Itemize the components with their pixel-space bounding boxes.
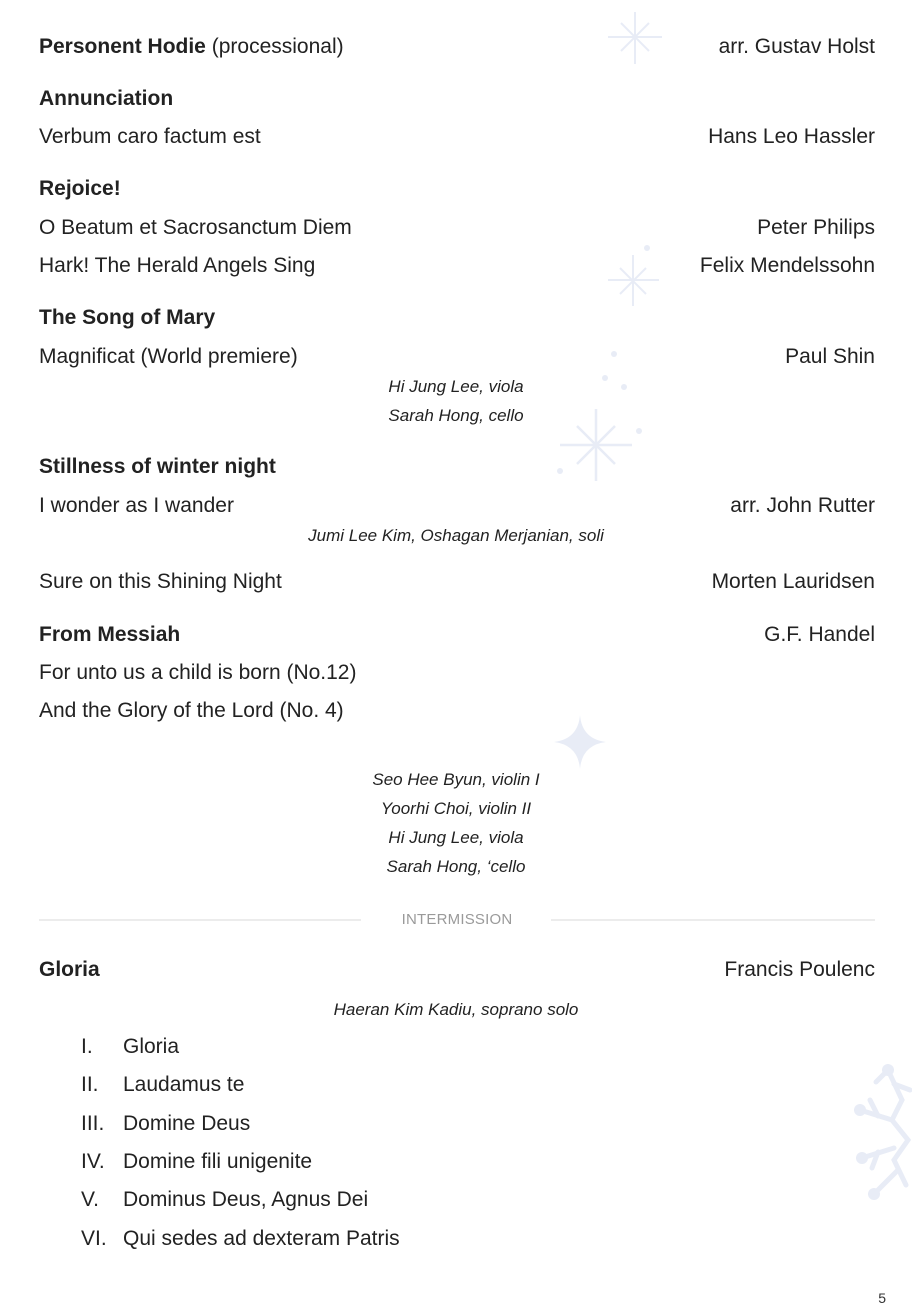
piece-title: Magnificat (World premiere) <box>39 345 298 368</box>
movement-number: I. <box>81 1035 93 1058</box>
program-item <box>39 253 875 279</box>
section-heading <box>39 176 875 202</box>
piece-title: Hark! The Herald Angels Sing <box>39 254 316 277</box>
performer-credit: Yoorhi Choi, violin II <box>380 799 532 818</box>
program-item <box>39 344 875 370</box>
performer-credit: Haeran Kim Kadiu, soprano solo <box>333 1000 579 1019</box>
program-item <box>39 660 875 686</box>
movement-name: Qui sedes ad dexteram Patris <box>123 1227 400 1250</box>
movement-number: IV. <box>81 1150 105 1173</box>
movement-item <box>81 1111 250 1137</box>
program-item <box>39 698 875 724</box>
composer: Felix Mendelssohn <box>699 254 875 277</box>
program-item <box>39 493 875 519</box>
movement-item <box>81 1072 244 1098</box>
movement-number: V. <box>81 1188 99 1211</box>
piece-title: I wonder as I wander <box>39 494 234 517</box>
composer: arr. John Rutter <box>730 494 875 517</box>
section-title: Rejoice! <box>39 177 121 200</box>
performer-credit: Sarah Hong, ‘cello <box>386 857 526 876</box>
movement-number: II. <box>81 1073 99 1096</box>
movement-item <box>81 1226 400 1252</box>
snowflake-icon <box>848 1060 912 1210</box>
piece-title: Gloria <box>39 958 100 981</box>
movement-number: VI. <box>81 1227 107 1250</box>
piece-title: And the Glory of the Lord (No. 4) <box>39 699 344 722</box>
piece-note: (processional) <box>211 35 344 58</box>
performer-credit: Hi Jung Lee, viola <box>388 377 524 396</box>
program-item <box>39 124 875 150</box>
performer-credit: Jumi Lee Kim, Oshagan Merjanian, soli <box>308 526 604 545</box>
composer: arr. Gustav Holst <box>718 35 875 58</box>
piece-title: Personent Hodie <box>39 35 206 58</box>
program-item <box>39 569 875 595</box>
performer-credit: Seo Hee Byun, violin I <box>372 770 540 789</box>
movement-item <box>81 1187 368 1213</box>
piece-title: Sure on this Shining Night <box>39 570 282 593</box>
movement-name: Domine Deus <box>123 1112 251 1135</box>
movement-name: Laudamus te <box>123 1073 245 1096</box>
intermission-divider <box>39 910 875 930</box>
movement-name: Dominus Deus, Agnus Dei <box>123 1188 369 1211</box>
section-heading <box>39 86 875 112</box>
program-item <box>39 957 875 983</box>
program-item <box>39 34 875 60</box>
performer-credit: Sarah Hong, cello <box>388 406 524 425</box>
program-item <box>39 622 875 648</box>
composer: G.F. Handel <box>764 623 875 646</box>
movement-item <box>81 1034 179 1060</box>
composer: Peter Philips <box>757 216 875 239</box>
composer: Francis Poulenc <box>724 958 875 981</box>
piece-title: O Beatum et Sacrosanctum Diem <box>39 216 352 239</box>
movement-item <box>81 1149 312 1175</box>
intermission-label: INTERMISSION <box>401 911 513 928</box>
movement-number: III. <box>81 1112 105 1135</box>
movement-name: Gloria <box>123 1035 180 1058</box>
section-heading <box>39 305 875 331</box>
section-title: The Song of Mary <box>39 306 216 329</box>
section-heading <box>39 454 875 480</box>
composer: Hans Leo Hassler <box>708 125 875 148</box>
section-title: Stillness of winter night <box>39 455 276 478</box>
performer-credit: Hi Jung Lee, viola <box>388 828 524 847</box>
section-title: Annunciation <box>39 87 174 110</box>
movement-name: Domine fili unigenite <box>123 1150 313 1173</box>
composer: Paul Shin <box>785 345 875 368</box>
section-title: From Messiah <box>39 623 181 646</box>
page-number: 5 <box>878 1290 886 1306</box>
piece-title: For unto us a child is born (No.12) <box>39 661 357 684</box>
composer: Morten Lauridsen <box>711 570 875 593</box>
program-item <box>39 215 875 241</box>
divider-line <box>551 919 875 921</box>
piece-title: Verbum caro factum est <box>39 125 261 148</box>
